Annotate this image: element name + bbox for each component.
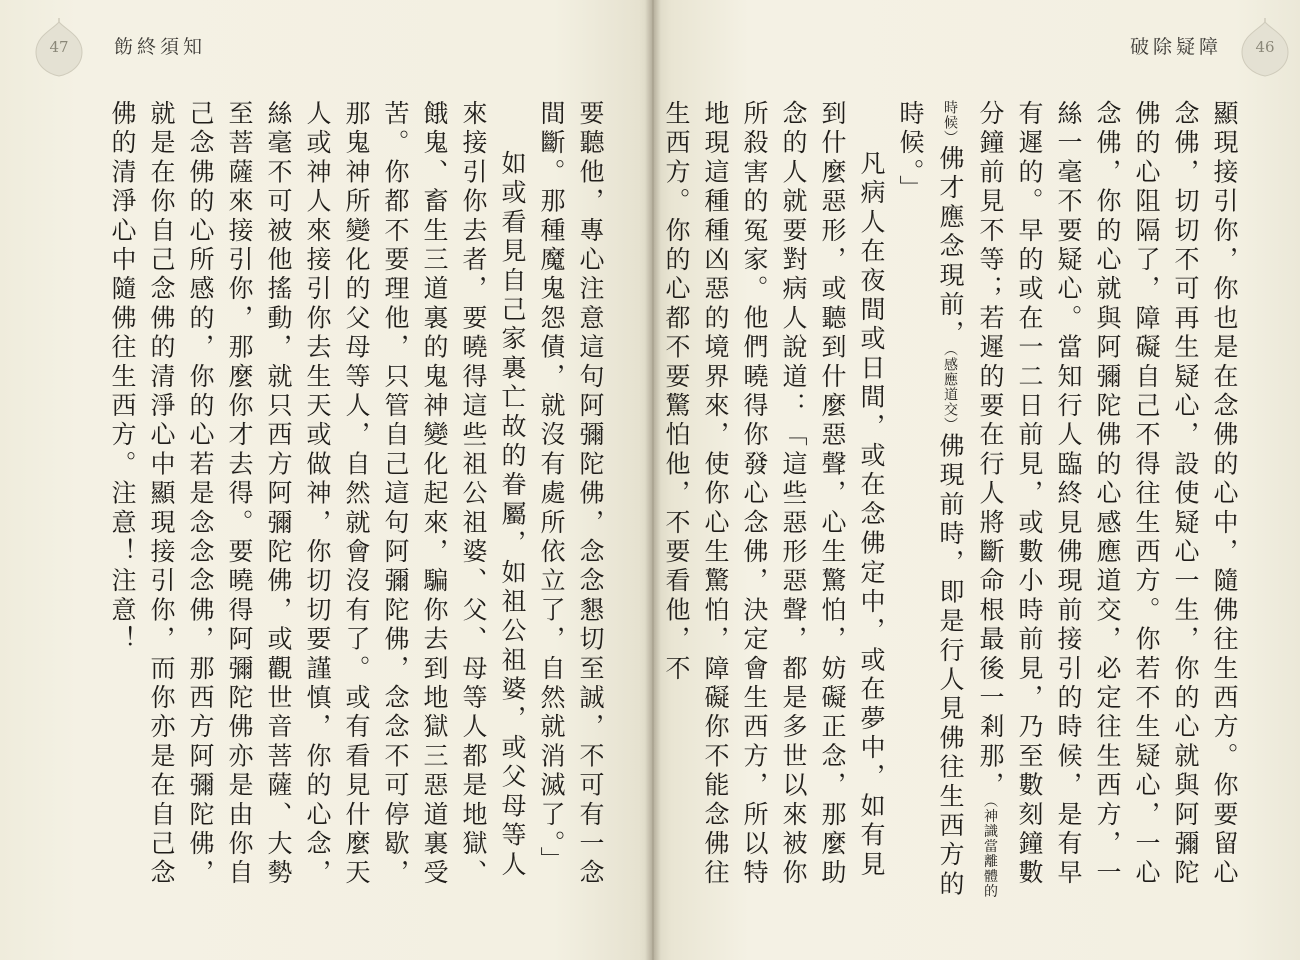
inline-note: （神識當離體的時候）: [942, 100, 998, 899]
page-number: 47: [49, 38, 69, 56]
inline-note: （感應道交）: [942, 349, 958, 433]
text-run: 顯現接引你，你也是在念佛的心中，隨佛往生西方。你要留心念佛，切切不可再生疑心，設使疑心一生，你的心就與阿彌陀佛的心阻隔了，障礙自己不得往生西方。你若不生疑心，一心念佛，你的心就與阿彌陀佛的心感應道交，必定往生西方，一絲一毫不要疑心。當知行人臨終見佛現前接引的時候，是有早有遲的。早的或在一二日前見，或數小時前見，乃至數刻鐘數分鐘前見不等；若遲的要在行人將斷命根最後一剎那，: [976, 100, 1239, 889]
paragraph: [532, 100, 610, 900]
running-title: 破除疑障: [1130, 36, 1223, 58]
paragraph: [657, 100, 891, 900]
text-run: 如或看見自己家裏亡故的眷屬，如祖公祖婆，或父母等人來接引你去者，要曉得這些祖公祖婆、父、母等人都是地獄、餓鬼、畜生三道裏的鬼神變化起來，騙你去到地獄三惡道裏受苦。你都不要理他，只管自己這句阿彌陀佛，念念不可停歇，那鬼神所變化的父母等人，自然就會沒有了。或有看見什麼天人或神人來接引你去生天或做神，你切切要謹慎，你的心念，絲毫不可被他搖動，就只西方阿彌陀佛，或觀世音菩薩、大勢至菩薩來接引你，那麼你才去得。要曉得阿彌陀佛亦是由你自己念佛的心所感的，你的心若是念念念佛，那西方阿彌陀佛，就是在你自己念佛的清淨心中顯現接引你，而你亦是在自己念佛的清淨心中隨佛往生西方。注意！注意！: [108, 100, 527, 889]
text-run: 凡病人在夜間或日間，或在念佛定中，或在夢中，如有見到什麼惡形，或聽到什麼惡聲，心生驚怕，妨礙正念，那麼助念的人就要對病人說道：「這些惡形惡聲，都是多世以來被你所殺害的冤家。他們曉得你發心念佛，決定會生西方，所以特地現這種種凶惡的境界來，使你心生驚怕，障礙你不能念佛往生西方。你的心都不要驚怕他，不要看他，不: [662, 100, 886, 889]
page-number: 46: [1255, 38, 1275, 56]
text-run: 要聽他，專心注意這句阿彌陀佛，念念懇切至誠，不可有一念間斷。那種魔鬼怨債，就沒有處所依立了，自然就消滅了。」: [537, 100, 605, 889]
book-gutter: [645, 0, 661, 960]
running-title: 飭終須知: [114, 36, 207, 58]
body-text: [108, 100, 610, 900]
paragraph: [891, 100, 1244, 900]
body-text: [662, 100, 1244, 900]
text-run: 佛才應念現前，: [936, 145, 965, 350]
text-run: 佛現前時，即是行人見佛往生西方的時候。」: [896, 100, 965, 900]
right-page: [652, 0, 1300, 960]
paragraph: [103, 100, 532, 900]
